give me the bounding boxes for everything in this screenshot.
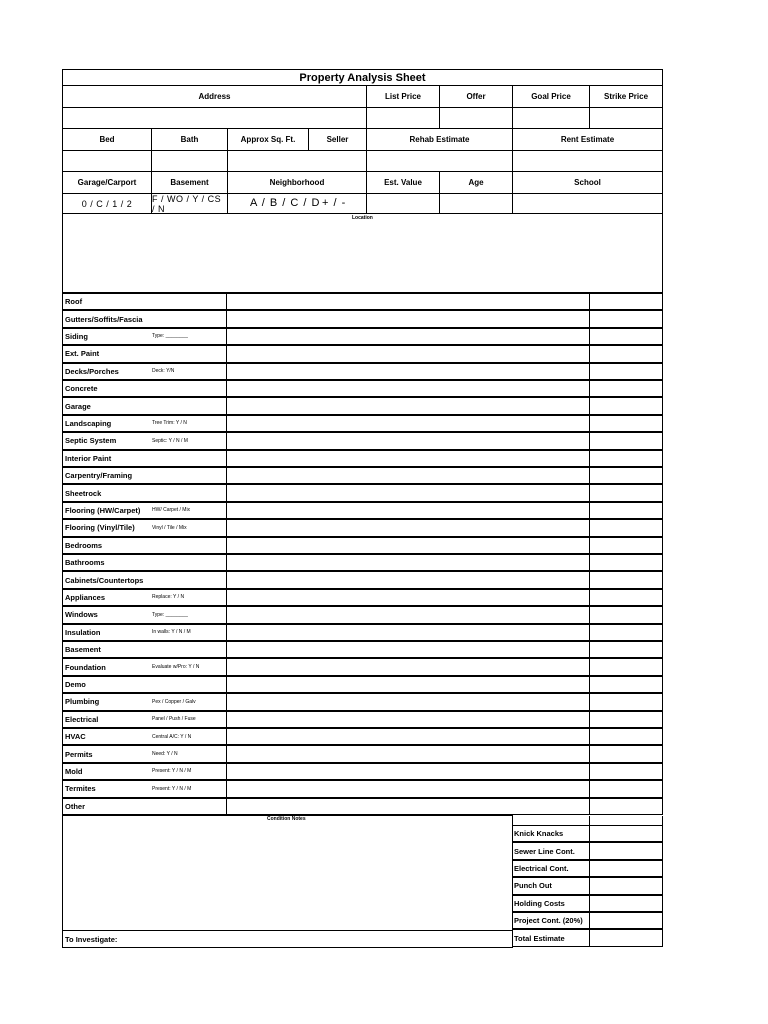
checklist-row: [62, 642, 663, 659]
bath-field[interactable]: [151, 150, 228, 172]
item-label: Mold: [65, 766, 83, 776]
item-cost-field[interactable]: [589, 554, 663, 571]
item-notes-field[interactable]: [226, 502, 590, 519]
bed-label: Bed: [62, 128, 152, 151]
item-cost-field[interactable]: [589, 484, 663, 501]
item-cost-field[interactable]: [589, 763, 663, 780]
item-cost-field[interactable]: [589, 310, 663, 327]
item-cost-field[interactable]: [589, 363, 663, 380]
item-notes-field[interactable]: [226, 380, 590, 397]
item-notes-field[interactable]: [226, 310, 590, 327]
item-label: Garage: [65, 401, 91, 411]
item-note: Deck: Y/N: [152, 368, 175, 375]
address-field[interactable]: [62, 107, 367, 129]
item-cost-field[interactable]: [589, 519, 663, 536]
item-name-cell: [62, 745, 227, 762]
checklist-row: [62, 677, 663, 694]
item-cost-field[interactable]: [589, 537, 663, 554]
checklist-row: [62, 398, 663, 415]
item-notes-field[interactable]: [226, 745, 590, 762]
item-note: Panel / Push / Fuse: [152, 716, 196, 723]
item-label: Cabinets/Countertops: [65, 575, 144, 585]
checklist-row: [62, 485, 663, 502]
summary-row: [512, 896, 663, 913]
item-name-cell: [62, 380, 227, 397]
list-price-field[interactable]: [366, 107, 440, 129]
item-name-cell: [62, 519, 227, 536]
summary-label: Total Estimate: [512, 929, 590, 946]
checklist-row: [62, 781, 663, 798]
item-label: Gutters/Soffits/Fascia: [65, 314, 143, 324]
checklist-row: [62, 799, 663, 816]
item-name-cell: [62, 798, 227, 815]
basement-options[interactable]: F / WO / Y / CS / N: [151, 193, 228, 214]
list-price-label: List Price: [366, 85, 440, 108]
summary-label: Sewer Line Cont.: [512, 842, 590, 859]
item-note: Replace: Y / N: [152, 594, 185, 601]
item-notes-field[interactable]: [226, 467, 590, 484]
neighborhood-plusminus: + / -: [322, 197, 347, 209]
item-note: Pex / Copper / Galv: [152, 698, 196, 705]
checklist-row: [62, 659, 663, 676]
item-notes-field[interactable]: [226, 363, 590, 380]
item-note: Septic: Y / N / M: [152, 437, 188, 444]
item-label: Bedrooms: [65, 540, 103, 550]
item-label: Insulation: [65, 627, 101, 637]
item-notes-field[interactable]: [226, 571, 590, 588]
checklist-row: [62, 625, 663, 642]
item-label: Decks/Porches: [65, 366, 119, 376]
checklist-row: [62, 572, 663, 589]
checklist-row: [62, 746, 663, 763]
checklist-row: [62, 468, 663, 485]
item-label: Flooring (Vinyl/Tile): [65, 523, 135, 533]
item-label: Termites: [65, 784, 96, 794]
item-label: Carpentry/Framing: [65, 471, 133, 481]
item-notes-field[interactable]: [226, 345, 590, 362]
strike-price-label: Strike Price: [589, 85, 663, 108]
item-cost-field[interactable]: [589, 571, 663, 588]
item-label: Septic System: [65, 436, 117, 446]
rent-estimate-field[interactable]: [512, 150, 663, 172]
item-label: Permits: [65, 749, 93, 759]
rehab-estimate-label: Rehab Estimate: [366, 128, 513, 151]
sqft-label: Approx Sq. Ft.: [227, 128, 309, 151]
item-name-cell: [62, 571, 227, 588]
item-notes-field[interactable]: [226, 641, 590, 658]
item-notes-field[interactable]: [226, 763, 590, 780]
summary-row: [512, 843, 663, 860]
checklist-row: [62, 364, 663, 381]
to-investigate-field[interactable]: [62, 931, 513, 948]
item-cost-field[interactable]: [589, 467, 663, 484]
item-cost-field[interactable]: [589, 676, 663, 693]
item-notes-field[interactable]: [226, 554, 590, 571]
item-notes-field[interactable]: [226, 519, 590, 536]
item-cost-field[interactable]: [589, 397, 663, 414]
item-label: Windows: [65, 610, 98, 620]
item-label: Landscaping: [65, 418, 112, 428]
strike-price-field[interactable]: [589, 107, 663, 129]
item-notes-field[interactable]: [226, 450, 590, 467]
summary-value-field[interactable]: [589, 912, 663, 929]
goal-price-field[interactable]: [512, 107, 590, 129]
seller-label: Seller: [308, 128, 367, 151]
basement-label: Basement: [151, 171, 228, 194]
item-cost-field[interactable]: [589, 606, 663, 623]
item-note: Central A/C: Y / N: [152, 733, 192, 740]
item-label: Roof: [65, 297, 83, 307]
checklist-row: [62, 294, 663, 311]
item-name-cell: [62, 711, 227, 728]
garage-carport-label: Garage/Carport: [62, 171, 152, 194]
item-label: Demo: [65, 679, 86, 689]
item-name-cell: [62, 658, 227, 675]
item-note: HW/ Carpet / Mix: [152, 507, 191, 514]
item-notes-field[interactable]: [226, 728, 590, 745]
item-name-cell: [62, 397, 227, 414]
item-cost-field[interactable]: [589, 711, 663, 728]
item-label: Electrical: [65, 714, 99, 724]
location-label: Location: [352, 215, 373, 221]
sheet-title: Property Analysis Sheet: [62, 69, 663, 86]
summary-value-field[interactable]: [589, 877, 663, 894]
item-cost-field[interactable]: [589, 328, 663, 345]
age-field[interactable]: [439, 193, 513, 214]
item-label: Bathrooms: [65, 558, 105, 568]
item-label: Flooring (HW/Carpet): [65, 505, 141, 515]
school-label: School: [512, 171, 663, 194]
checklist-row: [62, 712, 663, 729]
item-notes-field[interactable]: [226, 415, 590, 432]
neighborhood-label: Neighborhood: [227, 171, 367, 194]
checklist-row: [62, 729, 663, 746]
item-note: Type: ________: [152, 333, 188, 340]
item-name-cell: [62, 589, 227, 606]
offer-label: Offer: [439, 85, 513, 108]
item-label: Siding: [65, 331, 88, 341]
item-name-cell: [62, 467, 227, 484]
bed-field[interactable]: [62, 150, 152, 172]
item-label: Concrete: [65, 384, 98, 394]
item-notes-field[interactable]: [226, 693, 590, 710]
item-note: Need: Y / N: [152, 751, 178, 758]
checklist-row: [62, 329, 663, 346]
item-notes-field[interactable]: [226, 484, 590, 501]
summary-value-field[interactable]: [589, 860, 663, 877]
item-note: Vinyl / Tile / Mix: [152, 524, 187, 531]
checklist-row: [62, 520, 663, 537]
checklist-row: [62, 555, 663, 572]
item-cost-field[interactable]: [589, 798, 663, 815]
item-name-cell: [62, 328, 227, 345]
item-cost-field[interactable]: [589, 380, 663, 397]
summary-label: Electrical Cont.: [512, 860, 590, 877]
summary-label: Holding Costs: [512, 895, 590, 912]
condition-notes-label: Condition Notes: [267, 816, 306, 822]
summary-row: [512, 826, 663, 843]
item-notes-field[interactable]: [226, 711, 590, 728]
summary-label: Project Cont. (20%): [512, 912, 590, 929]
item-name-cell: [62, 554, 227, 571]
item-name-cell: [62, 606, 227, 623]
checklist-row: [62, 416, 663, 433]
item-notes-field[interactable]: [226, 397, 590, 414]
item-name-cell: [62, 310, 227, 327]
item-cost-field[interactable]: [589, 780, 663, 797]
item-name-cell: [62, 693, 227, 710]
item-cost-field[interactable]: [589, 293, 663, 310]
rehab-estimate-field[interactable]: [366, 150, 513, 172]
summary-value-field[interactable]: [589, 825, 663, 842]
item-note: Present: Y / N / M: [152, 785, 192, 792]
item-cost-field[interactable]: [589, 641, 663, 658]
item-label: Ext. Paint: [65, 349, 100, 359]
item-note: Present: Y / N / M: [152, 768, 192, 775]
bath-label: Bath: [151, 128, 228, 151]
checklist-row: [62, 503, 663, 520]
school-field[interactable]: [512, 193, 663, 214]
sqft-seller-field[interactable]: [227, 150, 367, 172]
item-notes-field[interactable]: [226, 676, 590, 693]
condition-notes-area[interactable]: [62, 815, 513, 931]
item-name-cell: [62, 502, 227, 519]
item-cost-field[interactable]: [589, 415, 663, 432]
item-notes-field[interactable]: [226, 606, 590, 623]
item-label: HVAC: [65, 732, 86, 742]
item-cost-field[interactable]: [589, 432, 663, 449]
item-note: Evaluate w/Pro: Y / N: [152, 664, 200, 671]
summary-label: Knick Knacks: [512, 825, 590, 842]
item-note: Tree Trim: Y / N: [152, 420, 187, 427]
checklist-row: [62, 538, 663, 555]
item-label: Other: [65, 801, 86, 811]
item-notes-field[interactable]: [226, 798, 590, 815]
item-name-cell: [62, 363, 227, 380]
item-cost-field[interactable]: [589, 345, 663, 362]
summary-row: [512, 913, 663, 930]
neighborhood-grades: A / B / C / D: [250, 197, 321, 209]
item-name-cell: [62, 641, 227, 658]
item-notes-field[interactable]: [226, 780, 590, 797]
item-notes-field[interactable]: [226, 658, 590, 675]
rent-estimate-label: Rent Estimate: [512, 128, 663, 151]
item-label: Plumbing: [65, 697, 100, 707]
item-cost-field[interactable]: [589, 589, 663, 606]
item-name-cell: [62, 345, 227, 362]
summary-value-field[interactable]: [589, 842, 663, 859]
item-cost-field[interactable]: [589, 450, 663, 467]
summary-value-field[interactable]: [589, 895, 663, 912]
item-label: Appliances: [65, 592, 106, 602]
summary-spacer: [589, 816, 663, 825]
summary-row: [512, 861, 663, 878]
item-label: Basement: [65, 645, 101, 655]
est-value-field[interactable]: [366, 193, 440, 214]
checklist-row: [62, 433, 663, 450]
summary-value-field[interactable]: [589, 929, 663, 946]
checklist-row: [62, 590, 663, 607]
item-name-cell: [62, 728, 227, 745]
checklist-row: [62, 764, 663, 781]
goal-price-label: Goal Price: [512, 85, 590, 108]
item-notes-field[interactable]: [226, 589, 590, 606]
checklist-row: [62, 694, 663, 711]
item-notes-field[interactable]: [226, 293, 590, 310]
item-cost-field[interactable]: [589, 728, 663, 745]
item-name-cell: [62, 624, 227, 641]
item-label: Foundation: [65, 662, 106, 672]
item-cost-field[interactable]: [589, 624, 663, 641]
item-cost-field[interactable]: [589, 745, 663, 762]
item-name-cell: [62, 293, 227, 310]
item-name-cell: [62, 780, 227, 797]
item-notes-field[interactable]: [226, 432, 590, 449]
location-area[interactable]: [62, 213, 663, 293]
item-note: In walls: Y / N / M: [152, 629, 191, 636]
neighborhood-options[interactable]: [227, 193, 367, 214]
item-cost-field[interactable]: [589, 658, 663, 675]
checklist-row: [62, 346, 663, 363]
item-notes-field[interactable]: [226, 328, 590, 345]
item-note: Type: ________: [152, 611, 188, 618]
garage-options[interactable]: 0 / C / 1 / 2: [62, 193, 152, 214]
item-name-cell: [62, 484, 227, 501]
item-notes-field[interactable]: [226, 624, 590, 641]
checklist-row: [62, 311, 663, 328]
item-name-cell: [62, 432, 227, 449]
checklist-row: [62, 381, 663, 398]
age-label: Age: [439, 171, 513, 194]
item-name-cell: [62, 676, 227, 693]
checklist-row: [62, 607, 663, 624]
summary-label: Punch Out: [512, 877, 590, 894]
item-label: Sheetrock: [65, 488, 102, 498]
offer-field[interactable]: [439, 107, 513, 129]
to-investigate-label: To Investigate:: [65, 934, 118, 944]
item-name-cell: [62, 537, 227, 554]
item-name-cell: [62, 450, 227, 467]
item-cost-field[interactable]: [589, 502, 663, 519]
summary-row: [512, 878, 663, 895]
est-value-label: Est. Value: [366, 171, 440, 194]
address-label: Address: [62, 85, 367, 108]
item-label: Interior Paint: [65, 453, 112, 463]
checklist-row: [62, 451, 663, 468]
item-name-cell: [62, 763, 227, 780]
item-name-cell: [62, 415, 227, 432]
item-notes-field[interactable]: [226, 537, 590, 554]
summary-row: [512, 930, 663, 947]
item-cost-field[interactable]: [589, 693, 663, 710]
